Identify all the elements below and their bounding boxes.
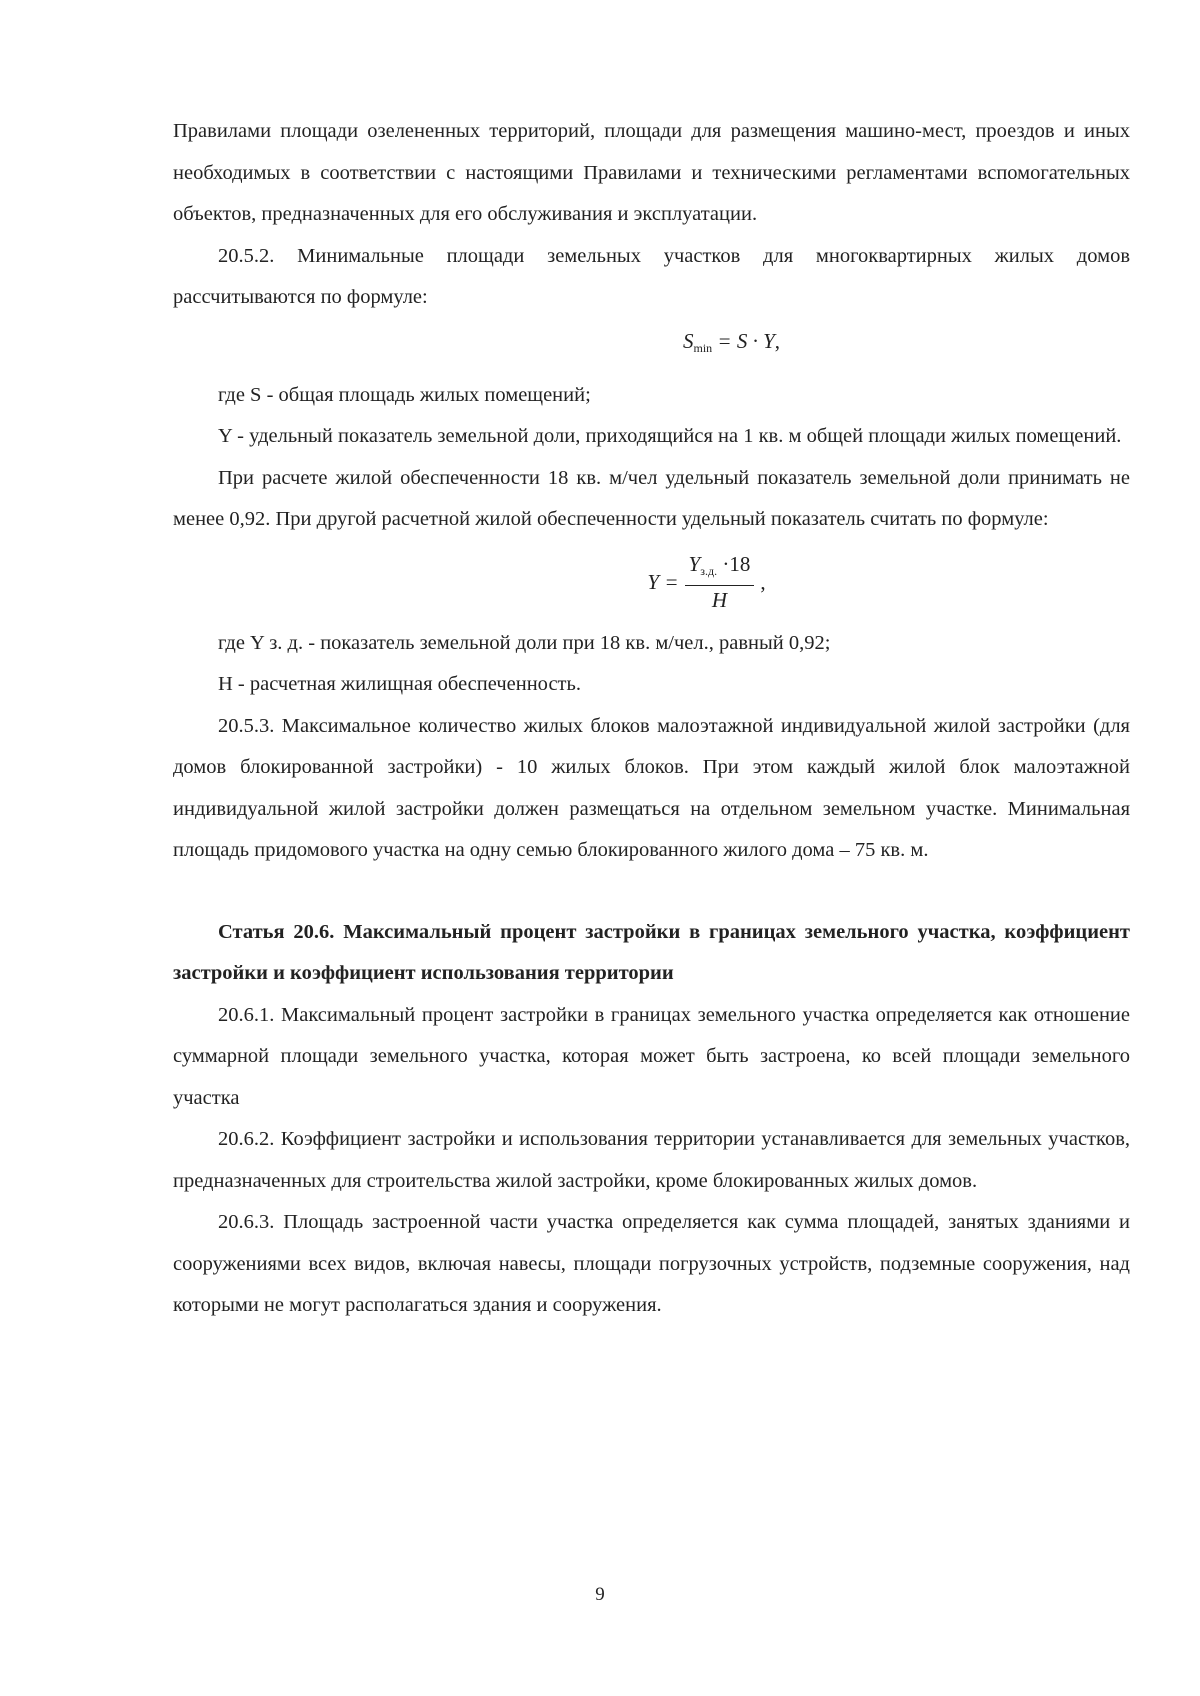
formula-y bbox=[173, 541, 1130, 623]
paragraph-housing-provision: При расчете жилой обеспеченности 18 кв. м/чел удельный показатель земельной доли принимать не менее 0,92. При другой расчетной жилой обеспеченности удельный показатель считать по формуле: bbox=[173, 466, 1130, 530]
formula-y-fraction bbox=[685, 550, 755, 614]
formula-y-num-sub: з.д. bbox=[700, 563, 718, 578]
formula-s-min-lhs: S bbox=[682, 328, 694, 353]
paragraph-1: Правилами площади озелененных территорий, площади для размещения машино-мест, проездов и иных необходимых в соответствии с настоящими Правилами и техническими регламентами вспомогательных объектов, предназначенных для его обслуживания и эксплуатации. bbox=[173, 120, 1130, 225]
formula-s-min-comma: , bbox=[774, 328, 781, 353]
page-number: 9 bbox=[595, 1584, 605, 1605]
paragraph-h-definition: H - расчетная жилищная обеспеченность. bbox=[218, 673, 581, 695]
paragraph-where-s: где S - общая площадь жилых помещений; bbox=[218, 383, 591, 406]
formula-y-denominator: H bbox=[711, 587, 728, 612]
paragraph-20-5-2: 20.5.2. Минимальные площади земельных участков для многоквартирных жилых домов рассчитываются по формуле: bbox=[173, 244, 1130, 308]
formula-s-min-sub: min bbox=[693, 340, 713, 355]
paragraph-20-6-1: 20.6.1. Максимальный процент застройки в границах земельного участка определяется как отношение суммарной площади земельного участка, которая может быть застроена, ко всей площади земельного участка bbox=[173, 1003, 1130, 1109]
formula-y-lhs: Y = bbox=[647, 569, 679, 594]
formula-s-min-rhs: = S · Y bbox=[717, 328, 775, 353]
formula-y-num-var: Y bbox=[688, 551, 701, 576]
paragraph-20-5-3: 20.5.3. Максимальное количество жилых блоков малоэтажной индивидуальной жилой застройки (для домов блокированной застройки) - 10 жилых блоков. При этом каждый жилой блок малоэтажной индивидуальной жилой застройки должен размещаться на отдельном земельном участке. Минимальная площадь придомового участка на одну семью блокированного жилого дома – 75 кв. м. bbox=[173, 714, 1130, 861]
paragraph-20-6-3: 20.6.3. Площадь застроенной части участка определяется как сумма площадей, занятых зданиями и сооружениями всех видов, включая навесы, площади погрузочных устройств, подземные сооружения, над которыми не могут располагаться здания и сооружения. bbox=[173, 1211, 1130, 1316]
article-20-6-heading: Статья 20.6. Максимальный процент застройки в границах земельного участка, коэффициент застройки и коэффициент использования территории bbox=[173, 920, 1130, 984]
formula-y-num-rest: ·18 bbox=[717, 551, 751, 576]
paragraph-y-definition: Y - удельный показатель земельной доли, приходящийся на 1 кв. м общей площади жилых помещений. bbox=[218, 425, 1122, 447]
formula-y-comma: , bbox=[760, 569, 766, 594]
formula-s-min bbox=[173, 319, 1130, 375]
formula-y-numerator bbox=[685, 550, 755, 586]
page-content bbox=[173, 111, 1130, 1327]
paragraph-20-6-2: 20.6.2. Коэффициент застройки и использования территории устанавливается для земельных участков, предназначенных для строительства жилой застройки, кроме блокированных жилых домов. bbox=[173, 1128, 1130, 1192]
paragraph-where-yzd: где Y з. д. - показатель земельной доли при 18 кв. м/чел., равный 0,92; bbox=[218, 631, 831, 654]
